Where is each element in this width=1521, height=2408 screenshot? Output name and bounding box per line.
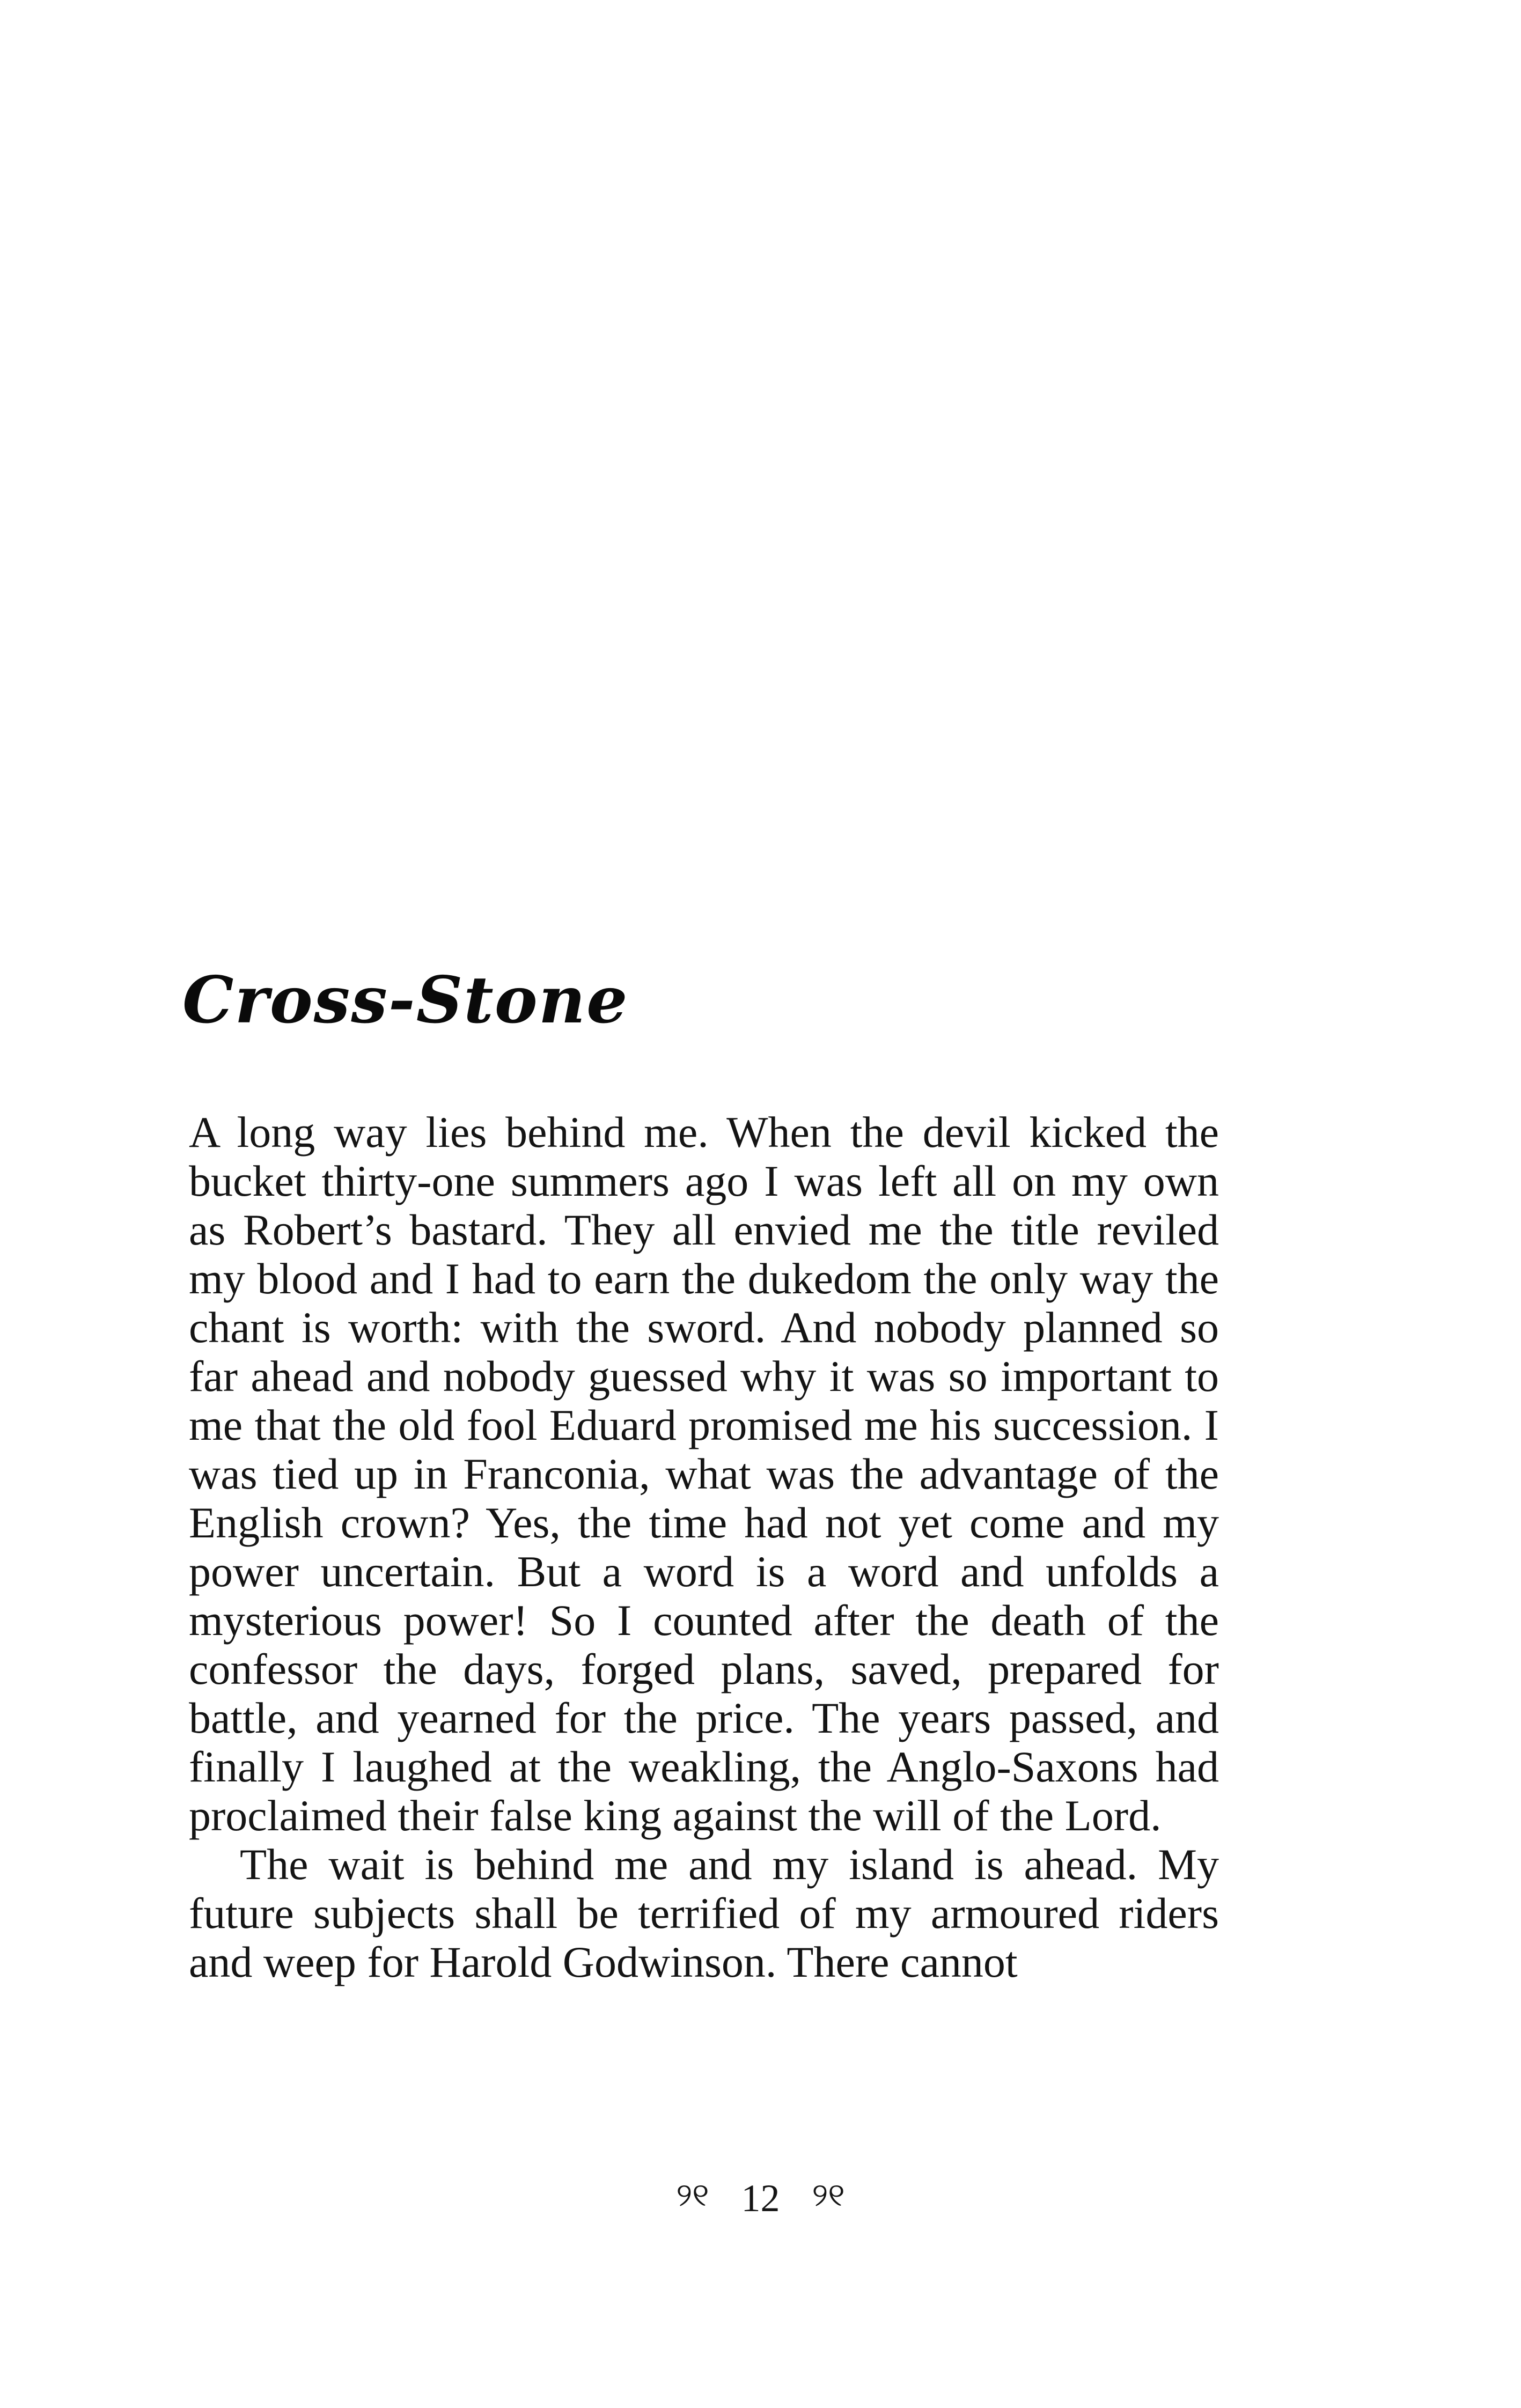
- page-number: 12: [741, 2177, 780, 2220]
- paragraph: A long way lies behind me. When the devil kicked the bucket thirty-one summers ago I was left all on my own as Robert’s bastard. They all envied me the title reviled my blood and I had to earn the dukedom the only way the chant is worth: with the sword. And nobody planned so far ahead and nobody guessed why it was so important to me that the old fool Eduard promised me his succession. I was tied up in Franconia, what was the advantage of the English crown? Yes, the time had not yet come and my power uncertain. But a word is a word and unfolds a mysterious power! So I counted after the death of the confessor the days, forged plans, saved, prepared for battle, and yearned for the price. The years passed, and finally I laughed at the weakling, the Anglo-Saxons had proclaimed their false king against the will of the Lord.: [189, 1108, 1219, 1840]
- body-text: [189, 1108, 1219, 1986]
- ornament-right-icon: ୨୧: [812, 2176, 845, 2214]
- ornament-left-icon: ୨୧: [676, 2176, 709, 2214]
- chapter-title: Cross-Stone: [182, 962, 629, 1038]
- page-footer: [0, 2175, 1521, 2218]
- paragraph: The wait is behind me and my island is ahead. My future subjects shall be terrified of my armoured riders and weep for Harold Godwinson. There cannot: [189, 1840, 1219, 1986]
